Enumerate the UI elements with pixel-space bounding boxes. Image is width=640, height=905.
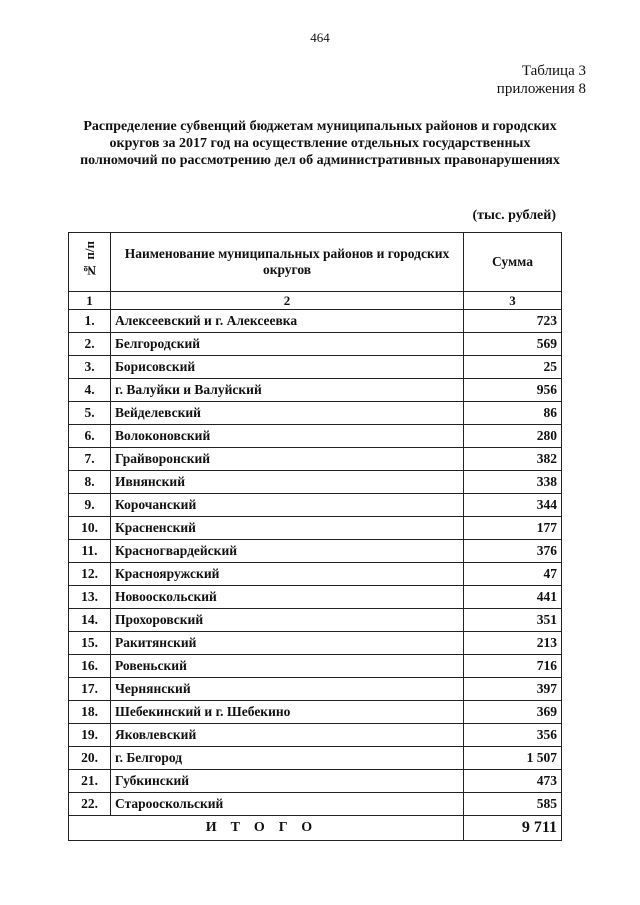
table-row	[69, 540, 562, 563]
row-sum: 569	[464, 333, 562, 356]
table-reference-line2: приложения 8	[496, 81, 586, 97]
table-row	[69, 586, 562, 609]
table-row	[69, 609, 562, 632]
row-number: 21.	[69, 770, 111, 793]
row-sum: 47	[464, 563, 562, 586]
table-row	[69, 747, 562, 770]
row-name: Чернянский	[111, 678, 464, 701]
table-row	[69, 425, 562, 448]
table-row	[69, 494, 562, 517]
row-number: 6.	[69, 425, 111, 448]
row-name: Яковлевский	[111, 724, 464, 747]
row-name: Старооскольский	[111, 793, 464, 816]
table-body	[69, 310, 562, 816]
row-number: 17.	[69, 678, 111, 701]
row-name: Красненский	[111, 517, 464, 540]
table-row	[69, 678, 562, 701]
row-name: Красногвардейский	[111, 540, 464, 563]
table-row	[69, 471, 562, 494]
row-number: 10.	[69, 517, 111, 540]
table-row	[69, 701, 562, 724]
column-index: 2	[111, 292, 464, 310]
table-row	[69, 379, 562, 402]
row-name: Прохоровский	[111, 609, 464, 632]
row-number: 22.	[69, 793, 111, 816]
header-name: Наименование муниципальных районов и городских округов	[111, 233, 464, 292]
row-sum: 25	[464, 356, 562, 379]
row-name: Ровеньский	[111, 655, 464, 678]
table-reference-line1: Таблица 3	[521, 63, 586, 79]
row-number: 11.	[69, 540, 111, 563]
units-label: (тыс. рублей)	[472, 208, 556, 223]
table-row	[69, 356, 562, 379]
row-sum: 369	[464, 701, 562, 724]
column-index: 1	[69, 292, 111, 310]
row-number: 20.	[69, 747, 111, 770]
row-sum: 213	[464, 632, 562, 655]
row-sum: 723	[464, 310, 562, 333]
row-name: Ракитянский	[111, 632, 464, 655]
total-row	[69, 816, 562, 841]
table-row	[69, 632, 562, 655]
row-number: 3.	[69, 356, 111, 379]
row-number: 7.	[69, 448, 111, 471]
column-index: 3	[464, 292, 562, 310]
table-header-row	[69, 233, 562, 292]
row-number: 1.	[69, 310, 111, 333]
table-row	[69, 402, 562, 425]
row-name: Грайворонский	[111, 448, 464, 471]
row-number: 19.	[69, 724, 111, 747]
row-number: 9.	[69, 494, 111, 517]
row-sum: 344	[464, 494, 562, 517]
table-row	[69, 563, 562, 586]
row-sum: 351	[464, 609, 562, 632]
row-sum: 397	[464, 678, 562, 701]
row-sum: 338	[464, 471, 562, 494]
row-sum: 280	[464, 425, 562, 448]
row-name: Белгородский	[111, 333, 464, 356]
row-name: Вейделевский	[111, 402, 464, 425]
row-sum: 382	[464, 448, 562, 471]
table-row	[69, 724, 562, 747]
row-number: 15.	[69, 632, 111, 655]
row-number: 14.	[69, 609, 111, 632]
total-sum: 9 711	[464, 816, 562, 841]
row-sum: 473	[464, 770, 562, 793]
row-number: 2.	[69, 333, 111, 356]
row-name: Алексеевский и г. Алексеевка	[111, 310, 464, 333]
row-number: 18.	[69, 701, 111, 724]
row-number: 8.	[69, 471, 111, 494]
header-number-label: № п/п	[81, 241, 97, 278]
row-name: г. Валуйки и Валуйский	[111, 379, 464, 402]
row-name: г. Белгород	[111, 747, 464, 770]
column-index-row	[69, 292, 562, 310]
row-number: 12.	[69, 563, 111, 586]
subvention-table	[68, 232, 562, 841]
table-row	[69, 793, 562, 816]
document-title: Распределение субвенций бюджетам муниципальных районов и городских округов за 2017 год на осуществление отдельных государственных полномочий по рассмотрению дел об административных правонарушениях	[80, 119, 560, 168]
header-number	[69, 233, 111, 292]
row-name: Новооскольский	[111, 586, 464, 609]
row-name: Ивнянский	[111, 471, 464, 494]
table-row	[69, 517, 562, 540]
row-sum: 376	[464, 540, 562, 563]
row-sum: 716	[464, 655, 562, 678]
row-sum: 177	[464, 517, 562, 540]
row-name: Шебекинский и г. Шебекино	[111, 701, 464, 724]
row-sum: 1 507	[464, 747, 562, 770]
row-number: 5.	[69, 402, 111, 425]
table-row	[69, 770, 562, 793]
row-sum: 356	[464, 724, 562, 747]
row-name: Корочанский	[111, 494, 464, 517]
row-name: Краснояружский	[111, 563, 464, 586]
row-sum: 585	[464, 793, 562, 816]
row-name: Губкинский	[111, 770, 464, 793]
row-sum: 956	[464, 379, 562, 402]
table-row	[69, 655, 562, 678]
row-number: 13.	[69, 586, 111, 609]
row-number: 4.	[69, 379, 111, 402]
total-label: ИТОГО	[69, 816, 464, 841]
page-number: 464	[310, 30, 330, 45]
table-row	[69, 310, 562, 333]
row-sum: 441	[464, 586, 562, 609]
row-number: 16.	[69, 655, 111, 678]
table-row	[69, 333, 562, 356]
row-name: Волоконовский	[111, 425, 464, 448]
row-sum: 86	[464, 402, 562, 425]
header-sum: Сумма	[464, 233, 562, 292]
table-reference	[497, 62, 586, 98]
row-name: Борисовский	[111, 356, 464, 379]
table-row	[69, 448, 562, 471]
